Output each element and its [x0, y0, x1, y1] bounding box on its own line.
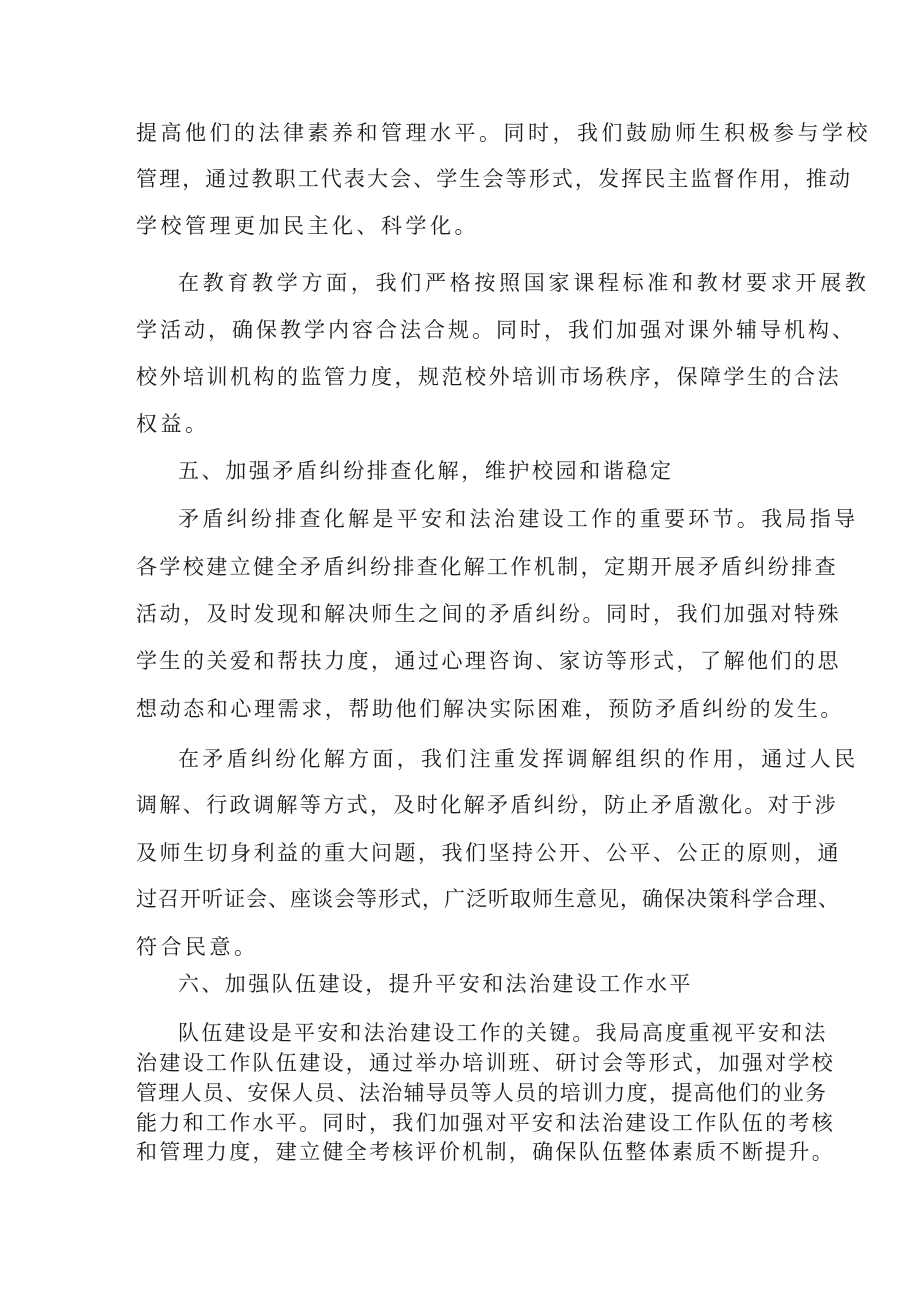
body-text-line: 学生的关爱和帮扶力度，通过心理咨询、家访等形式，了解他们的思 — [136, 649, 841, 673]
body-text-line: 提高他们的法律素养和管理水平。同时，我们鼓励师生积极参与学校 — [136, 121, 871, 145]
body-text-line: 在教育教学方面，我们严格按照国家课程标准和教材要求开展教 — [178, 271, 870, 295]
body-text-line: 在矛盾纠纷化解方面，我们注重发挥调解组织的作用，通过人民 — [178, 747, 859, 771]
body-text-line: 调解、行政调解等方式，及时化解矛盾纠纷，防止矛盾激化。对于涉 — [136, 793, 838, 817]
body-text-line: 治建设工作队伍建设，通过举办培训班、研讨会等形式，加强对学校 — [136, 1051, 835, 1075]
section-heading: 六、加强队伍建设，提升平安和法治建设工作水平 — [178, 972, 693, 996]
body-text-line: 各学校建立健全矛盾纠纷排查化解工作机制，定期开展矛盾纠纷排查 — [136, 555, 838, 579]
body-text-line: 校外培训机构的监管力度，规范校外培训市场秩序，保障学生的合法 — [136, 365, 841, 389]
body-text-line: 及师生切身利益的重大问题，我们坚持公开、公平、公正的原则，通 — [136, 841, 841, 865]
body-text-line: 活动，及时发现和解决师生之间的矛盾纠纷。同时，我们加强对特殊 — [136, 602, 841, 626]
body-text-line: 过召开听证会、座谈会等形式，广泛听取师生意见，确保决策科学合理、 — [136, 887, 840, 911]
body-text-line: 权益。 — [136, 412, 210, 436]
body-text-line: 能力和工作水平。同时，我们加强对平安和法治建设工作队伍的考核 — [136, 1111, 835, 1135]
body-text-line: 管理人员、安保人员、法治辅导员等人员的培训力度，提高他们的业务 — [136, 1081, 828, 1105]
body-text-line: 和管理力度，建立健全考核评价机制，确保队伍整体素质不断提升。 — [136, 1140, 835, 1164]
body-text-line: 想动态和心理需求，帮助他们解决实际困难，预防矛盾纠纷的发生。 — [136, 697, 844, 721]
body-text-line: 学校管理更加民主化、科学化。 — [136, 214, 479, 238]
body-text-line: 队伍建设是平安和法治建设工作的关键。我局高度重视平安和法 — [178, 1021, 828, 1045]
body-text-line: 矛盾纠纷排查化解是平安和法治建设工作的重要环节。我局指导 — [178, 507, 859, 531]
body-text-line: 符合民意。 — [136, 935, 259, 959]
body-text-line: 学活动，确保教学内容合法合规。同时，我们加强对课外辅导机构、 — [136, 318, 856, 342]
body-text-line: 管理，通过教职工代表大会、学生会等形式，发挥民主监督作用，推动 — [136, 167, 853, 191]
section-heading: 五、加强矛盾纠纷排查化解，维护校园和谐稳定 — [178, 459, 674, 483]
